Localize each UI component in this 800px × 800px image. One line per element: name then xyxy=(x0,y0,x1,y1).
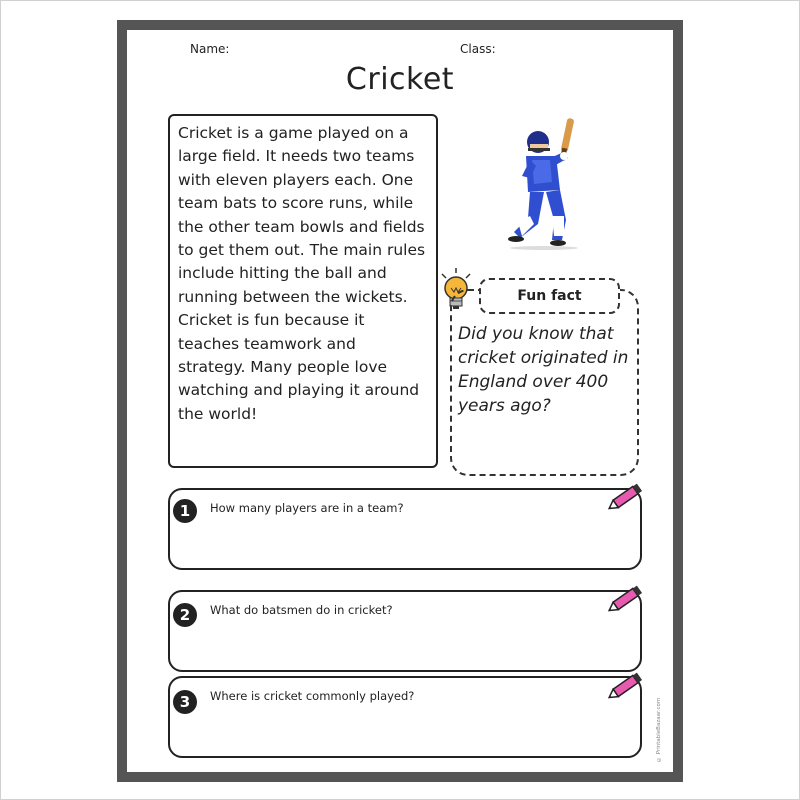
fun-fact-text: Did you know that cricket originated in England over 400 years ago? xyxy=(458,324,629,416)
name-label: Name: xyxy=(190,42,230,56)
question-number-1-icon xyxy=(172,498,198,524)
question-number-2: 2 xyxy=(179,606,191,624)
pencil-icon xyxy=(604,670,646,704)
copyright-credit: © PrintableBazaar.com xyxy=(656,697,662,762)
fun-fact-label: Fun fact xyxy=(479,278,620,314)
pencil-icon xyxy=(604,583,646,617)
reading-passage: Cricket is a game played on a large field. It needs two teams with eleven players each. One team bats to score runs, while the other team bowls and fields to get them out. The main rules include hitting the ball and running between the wickets. Cricket is fun because it teaches teamwork and strategy. Many people love watching and playing it around the world! xyxy=(168,114,438,468)
pencil-icon xyxy=(604,481,646,515)
question-2-text: What do batsmen do in cricket? xyxy=(210,603,393,617)
class-label: Class: xyxy=(460,42,496,56)
page-title: Cricket xyxy=(345,62,455,97)
question-number-3-icon xyxy=(172,689,198,715)
question-3-text: Where is cricket commonly played? xyxy=(210,689,415,703)
cricket-batsman-illustration xyxy=(500,112,600,252)
question-number-2-icon xyxy=(172,602,198,628)
question-number-3: 3 xyxy=(179,693,191,711)
question-1-text: How many players are in a team? xyxy=(210,501,404,515)
question-number-1: 1 xyxy=(179,502,191,520)
